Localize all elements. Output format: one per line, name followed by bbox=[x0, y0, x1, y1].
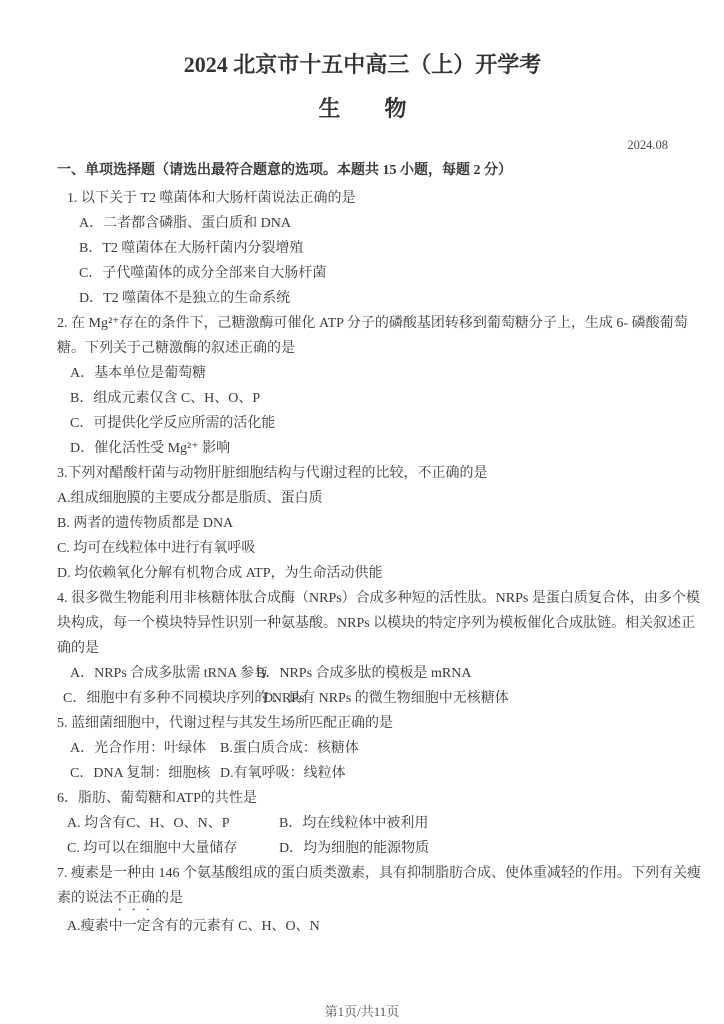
q4-option-row-2 bbox=[57, 686, 668, 711]
q1-stem: 1. 以下关于 T2 噬菌体和大肠杆菌说法正确的是 bbox=[67, 191, 356, 206]
q2-option-c: C．可提供化学反应所需的活化能 bbox=[70, 416, 276, 431]
exam-subject: 生 物 bbox=[318, 96, 407, 121]
page-number: 第1页/共11页 bbox=[324, 1004, 400, 1019]
q3-stem: 3.下列对醋酸杆菌与动物肝脏细胞结构与代谢过程的比较，不正确的是 bbox=[57, 466, 488, 481]
q5-option-a: A．光合作用：叶绿体 bbox=[70, 741, 207, 756]
q4-option-c: C．细胞中有多种不同模块序列的 NRPs bbox=[63, 691, 305, 706]
q4-stem-line2: 块构成，每一个模块特异性识别一种氨基酸。NRPs 以模块的特定序列为模板催化合成肽链。相关叙述正 bbox=[57, 616, 696, 631]
q4-option-b: B．NRPs 合成多肽的模板是 mRNA bbox=[256, 666, 472, 681]
q5-option-row-1 bbox=[57, 736, 668, 761]
q5-option-row-2 bbox=[57, 761, 668, 786]
q2-option-d: D．催化活性受 Mg²⁺ 影响 bbox=[70, 441, 231, 456]
q4-stem-line1: 4. 很多微生物能利用非核糖体肽合成酶（NRPs）合成多种短的活性肽。NRPs 是蛋白质复合体，由多个模 bbox=[57, 591, 700, 606]
q6-stem: 6．脂肪、葡萄糖和ATP的共性是 bbox=[57, 791, 257, 806]
exam-title: 2024 北京市十五中高三（上）开学考 bbox=[183, 52, 542, 77]
q5-stem: 5. 蓝细菌细胞中，代谢过程与其发生场所匹配正确的是 bbox=[57, 716, 393, 731]
q3-option-a: A.组成细胞膜的主要成分都是脂质、蛋白质 bbox=[57, 491, 323, 506]
q3-option-c: C. 均可在线粒体中进行有氧呼吸 bbox=[57, 541, 256, 556]
q3-option-d: D. 均依赖氧化分解有机物合成 ATP，为生命活动供能 bbox=[57, 566, 383, 581]
q6-option-c: C. 均可以在细胞中大量储存 bbox=[67, 841, 238, 856]
q4-option-row-1 bbox=[57, 661, 668, 686]
q5-option-c: C．DNA 复制：细胞核 bbox=[70, 766, 211, 781]
exam-date: 2024.08 bbox=[627, 138, 668, 152]
q3-option-b: B. 两者的遗传物质都是 DNA bbox=[57, 516, 234, 531]
q4-option-a: A．NRPs 合成多肽需 tRNA 参与 bbox=[70, 666, 268, 681]
q1-option-a: A．二者都含磷脂、蛋白质和 DNA bbox=[79, 216, 291, 231]
q6-option-b: B．均在线粒体中被利用 bbox=[279, 816, 429, 831]
q1-option-b: B．T2 噬菌体在大肠杆菌内分裂增殖 bbox=[79, 241, 304, 256]
q1-option-c: C．子代噬菌体的成分全部来自大肠杆菌 bbox=[79, 266, 327, 281]
q6-option-row-1 bbox=[57, 811, 668, 836]
q6-option-a: A. 均含有C、H、O、N、P bbox=[67, 816, 230, 831]
q5-option-d: D.有氧呼吸：线粒体 bbox=[220, 766, 346, 781]
q4-stem-line3: 确的是 bbox=[57, 641, 99, 656]
q5-option-b: B.蛋白质合成：核糖体 bbox=[220, 741, 359, 756]
q7-stem-emphasis: 不正确 bbox=[113, 891, 155, 906]
q1-option-d: D．T2 噬菌体不是独立的生命系统 bbox=[79, 291, 291, 306]
q6-option-d: D．均为细胞的能源物质 bbox=[279, 841, 430, 856]
q2-stem-line2: 糖。下列关于己糖激酶的叙述正确的是 bbox=[57, 341, 295, 356]
q7-stem-line1: 7. 瘦素是一种由 146 个氨基酸组成的蛋白质类激素，具有抑制脂肪合成、使体重减轻的作用。下列有关瘦 bbox=[57, 866, 701, 881]
q7-stem-line2-pre: 素的说法 bbox=[57, 891, 113, 906]
q6-option-row-2 bbox=[57, 836, 668, 861]
q7-option-a: A.瘦素中一定含有的元素有 C、H、O、N bbox=[67, 919, 320, 934]
q4-option-d: D．具有 NRPs 的微生物细胞中无核糖体 bbox=[263, 691, 509, 706]
q7-stem-line2-post: 的是 bbox=[155, 891, 183, 906]
q2-stem-line1: 2. 在 Mg²⁺存在的条件下，己糖激酶可催化 ATP 分子的磷酸基团转移到葡萄糖分子上，生成 6- 磷酸葡萄 bbox=[57, 316, 688, 331]
section-heading: 一、单项选择题（请选出最符合题意的选项。本题共 15 小题，每题 2 分） bbox=[57, 163, 512, 178]
q2-option-a: A．基本单位是葡萄糖 bbox=[70, 366, 207, 381]
q7-stem-line2 bbox=[57, 886, 668, 914]
q2-option-b: B．组成元素仅含 C、H、O、P bbox=[70, 391, 261, 406]
question-list bbox=[57, 186, 701, 939]
